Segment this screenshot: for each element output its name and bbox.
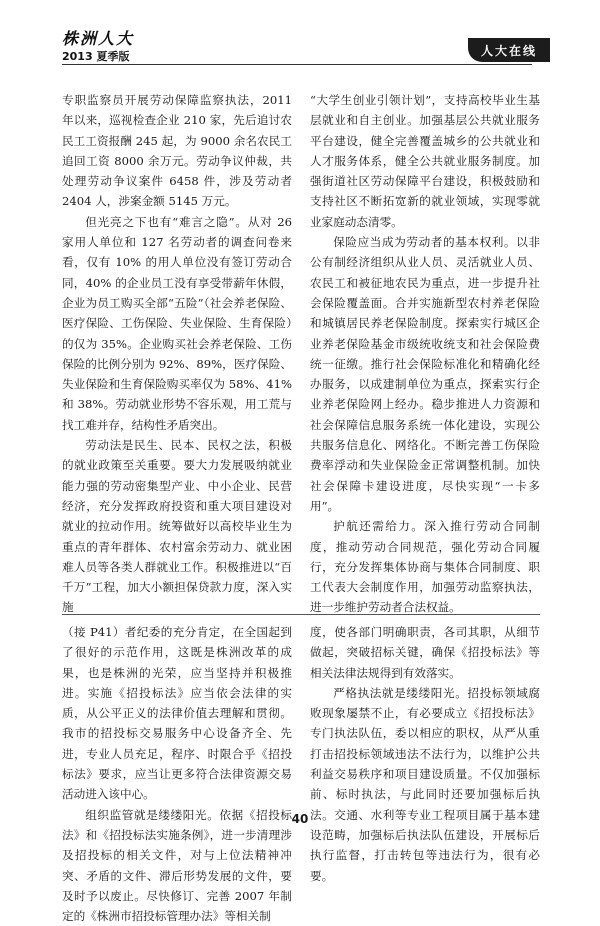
paragraph: 严格执法就是缕缕阳光。招投标领域腐败现象屡禁不止，有必要成立《招投标法》专门执法队伍，委以相应的职权，从严从重打击招投标领域违法不法行为，以维护公共利益交易秩序和项目建设质量。不仅加强标前、标时执法，与此同时还要加强标后执法。交通、水利等专业工程项目属于基本建设范畴，加强标后执法队伍建设，开展标后执行监督，打击转包等违法行为，很有必要。 <box>310 685 540 883</box>
article-divider <box>62 614 540 615</box>
paragraph: 但光亮之下也有“难言之隐”。从对 26 家用人单位和 127 名劳动者的调查问卷来看，仅有 10% 的用人单位没有签订劳动合同，40% 的企业员工没有享受带薪年休假，企业为员工购买全部“五险”（社会养老保险、医疗保险、工伤保险、失业保险、生育保险）的仅为 35%。企业购买社会养老保险、工伤保险的比例分别为 92%、89%，医疗保险、失业保险和生育保险购买率仅为 58%、41% 和 38%。劳动就业形势不容乐观，用工荒与找工难并存，结构性矛盾突出。 <box>62 214 292 432</box>
header-divider <box>62 64 532 65</box>
article-column-bottom-left <box>62 622 292 924</box>
paragraph: 护航还需给力。深入推行劳动合同制度，推动劳动合同规范，强化劳动合同履行，充分发挥集体协商与集体合同制度、职工代表大会制度作用，加强劳动监察执法，进一步维护劳动者合法权益。 <box>310 519 540 615</box>
paragraph: “大学生创业引领计划”，支持高校毕业生基层就业和自主创业。加强基层公共就业服务平台建设，健全完善覆盖城乡的公共就业和人才服务体系，健全公共就业服务制度。加强街道社区劳动保障平台建设，积极鼓励和支持社区不断拓宽新的就业领域，实现零就业家庭动态清零。 <box>310 93 540 229</box>
article-column-bottom-right <box>310 622 540 883</box>
paragraph: 度，使各部门明确职责，各司其职，从细节做起，突破招标关键，确保《招投标法》等相关法律法规得到有效落实。 <box>310 625 540 680</box>
article-column-top-left <box>62 90 292 620</box>
paragraph: （接 P41）者纪委的充分肯定，在全国起到了很好的示范作用，这既是株洲改革的成果，也是株洲的光荣，应当坚持并积极推进。实施《招投标法》应当依会法律的实质，从公平正义的法律价值去理解和贯彻。我市的招投标交易服务中心设备齐全、先进，专业人员充足，程序、时限合乎《招投标法》要求，应当让更多符合法律资源交易活动进入该中心。 <box>62 625 292 802</box>
masthead-logo: 株洲人大 <box>62 29 135 48</box>
section-tab: 人大在线 <box>468 38 550 62</box>
article-column-top-right <box>310 90 540 620</box>
paragraph: 保险应当成为劳动者的基本权利。以非公有制经济组织从业人员、灵活就业人员、农民工和被征地农民为重点，进一步提升社会保险覆盖面。合并实施新型农村养老保险和城镇居民养老保险制度。探索实行城区企业养老保险基金市级统收统支和社会保险费统一征缴。推行社会保险标准化和精确化经办服务，以成建制单位为重点，探索实行企业养老保险网上经办。稳步推进人力资源和社会保障信息服务系统一体化建设，实现公共服务信息化、网络化。不断完善工伤保险费率浮动和失业保险金正常调整机制。加快社会保障卡建设进度，尽快实现“一卡多用”。 <box>310 235 540 513</box>
paragraph: 组织监管就是缕缕阳光。依据《招投标法》和《招投标法实施条例》，进一步清理涉及招投标的相关文件，对与上位法精神冲突、矛盾的文件、滞后形势发展的文件，要及时予以废止。尽快修订、完善 2007 年制定的《株洲市招投标管理办法》等相关制 <box>62 807 292 924</box>
paragraph: 专职监察员开展劳动保障监察执法，2011 年以来，巡视检查企业 210 家，先后追讨农民工工资报酬 245 起，为 9000 余名农民工追回工资 8000 余万元。劳动争议仲裁，共处理劳动争议案件 6458 件，涉及劳动者 2404 人，涉案金额 5145 万元。 <box>62 93 292 209</box>
issue-label: 2013 夏季版 <box>62 50 130 63</box>
page-number: 40 <box>291 812 309 826</box>
paragraph: 劳动法是民生、民本、民权之法，积极的就业政策至关重要。要大力发展吸纳就业能力强的劳动密集型产业、中小企业、民营经济，充分发挥政府投资和重大项目建设对就业的拉动作用。统筹做好以高校毕业生为重点的青年群体、农村富余劳动力、就业困难人员等各类人群就业工作。积极推进以“百千万”工程，加大小额担保贷款力度，深入实施 <box>62 438 292 615</box>
